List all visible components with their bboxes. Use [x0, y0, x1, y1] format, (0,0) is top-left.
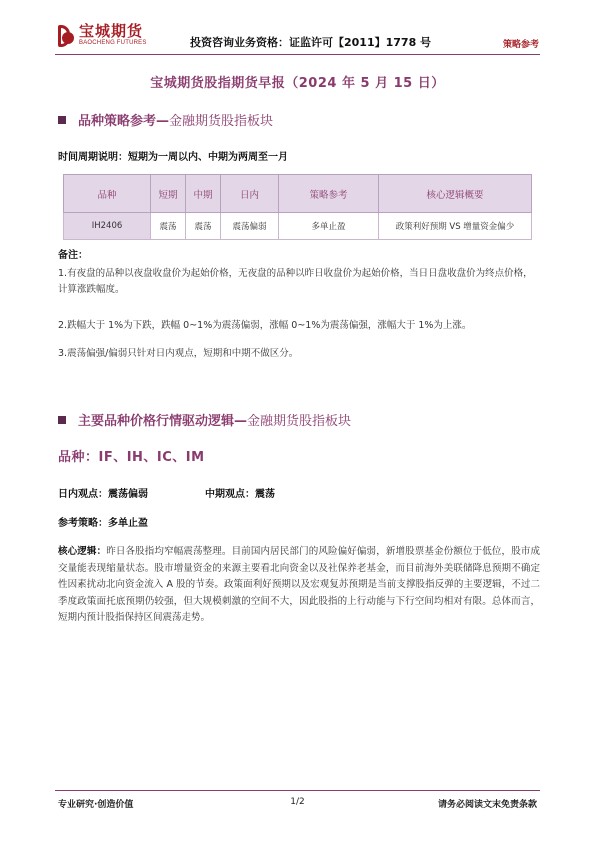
company-logo	[58, 24, 147, 47]
table-header-cell: 中期	[186, 175, 221, 213]
midterm-view: 中期观点：震荡	[205, 489, 275, 500]
table-cell: 多单止盈	[279, 213, 379, 240]
footer-divider	[55, 790, 540, 791]
section-bullet-icon	[58, 116, 66, 124]
variety-list: 品种：IF、IH、IC、IM	[58, 450, 205, 465]
core-logic-paragraph	[58, 544, 540, 627]
table-header-cell: 策略参考	[279, 175, 379, 213]
table-header-cell: 核心逻辑概要	[379, 175, 532, 213]
strategy-reference: 参考策略：多单止盈	[58, 518, 148, 529]
table-cell: 震荡偏弱	[221, 213, 279, 240]
period-note: 时间周期说明：短期为一周以内、中期为两周至一月	[58, 152, 288, 163]
section-heading-strategy	[58, 110, 273, 129]
page-number: 1/2	[290, 797, 305, 807]
section-title: 品种策略参考—	[78, 114, 170, 129]
notes-title: 备注：	[58, 250, 88, 261]
footer-slogan: 专业研究·创造价值	[58, 800, 134, 810]
core-logic-label: 核心逻辑：	[58, 546, 107, 557]
table-header-row	[64, 175, 532, 213]
section-subtitle: 金融期货股指板块	[169, 114, 274, 129]
core-logic-text: 昨日各股指均窄幅震荡整理。目前国内居民部门的风险偏好偏弱，新增股票基金份额位于低位，股市成交量能表现缩量状态。股市增量资金的来源主要看北向资金以及社保养老基金，而目前海外美联储降息预期不确定性因素扰动北向资金流入 A 股的节奏。政策面利好预期以及宏观复苏预期是当前支撑股指反弹的主要逻辑，不过二季度政策面托底预期仍较强，但大规模刺激的空间不大，因此股指的上行动能与下行空间均相对有限。总体而言，短期内预计股指保持区间震荡走势。	[58, 546, 540, 623]
header-divider	[55, 54, 540, 55]
intraday-view: 日内观点：震荡偏弱	[58, 489, 148, 500]
note-item: 1.有夜盘的品种以夜盘收盘价为起始价格，无夜盘的品种以昨日收盘价为起始价格，当日日盘收盘价为终点价格，计算涨跌幅度。	[58, 268, 533, 295]
footer-disclaimer: 请务必阅读文末免责条款	[437, 800, 537, 810]
header-tag: 策略参考	[502, 40, 539, 50]
section-heading-drivers	[58, 410, 351, 429]
table-cell: 震荡	[151, 213, 186, 240]
note-item: 2.跌幅大于 1%为下跌，跌幅 0~1%为震荡偏弱，涨幅 0~1%为震荡偏强，涨幅大于 1%为上涨。	[58, 320, 472, 331]
table-row	[64, 213, 532, 240]
section-bullet-icon	[58, 416, 66, 424]
page-header	[0, 0, 595, 62]
table-header-cell: 短期	[151, 175, 186, 213]
table-header-cell: 品种	[64, 175, 151, 213]
strategy-table	[63, 174, 532, 240]
logo-chinese-name: 宝城期货	[79, 22, 144, 40]
table-cell: IH2406	[64, 213, 151, 240]
logo-mark-icon	[58, 25, 76, 47]
table-cell: 震荡	[186, 213, 221, 240]
table-header-cell: 日内	[221, 175, 279, 213]
section-title: 主要品种价格行情驱动逻辑—	[78, 414, 248, 429]
section-subtitle: 金融期货股指板块	[247, 414, 352, 429]
table-cell: 政策利好预期 VS 增量资金偏少	[379, 213, 532, 240]
license-text: 投资咨询业务资格：证监许可【2011】1778 号	[190, 36, 432, 49]
note-item: 3.震荡偏强/偏弱只针对日内观点，短期和中期不做区分。	[58, 348, 299, 359]
report-title: 宝城期货股指期货早报（2024 年 5 月 15 日）	[150, 76, 445, 91]
logo-english-name: BAOCHENG FUTURES	[79, 40, 147, 46]
